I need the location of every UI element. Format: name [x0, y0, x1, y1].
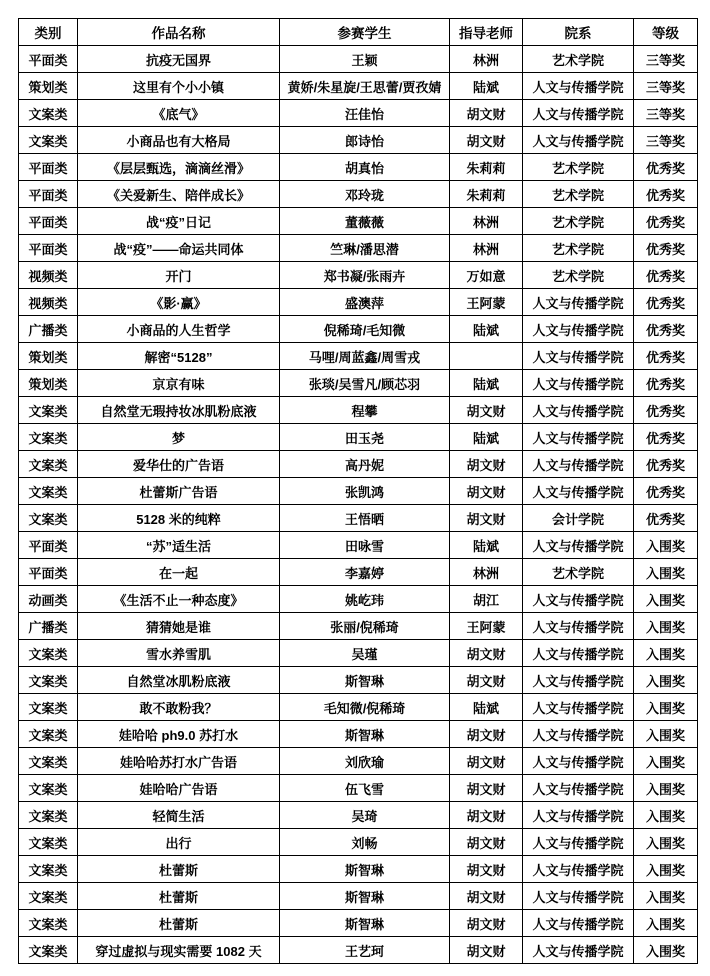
cell-title: 雪水养雪肌 — [78, 640, 280, 667]
cell-award: 入围奖 — [634, 640, 698, 667]
cell-teacher: 朱莉莉 — [450, 181, 523, 208]
cell-teacher: 胡文财 — [450, 127, 523, 154]
cell-students: 刘畅 — [280, 829, 450, 856]
cell-award: 入围奖 — [634, 856, 698, 883]
cell-teacher: 胡文财 — [450, 478, 523, 505]
header-row — [19, 19, 698, 46]
table-row — [19, 154, 698, 181]
table-row — [19, 478, 698, 505]
cell-teacher: 陆斌 — [450, 73, 523, 100]
cell-award: 优秀奖 — [634, 451, 698, 478]
table-row — [19, 316, 698, 343]
cell-teacher: 胡文财 — [450, 640, 523, 667]
cell-teacher: 陆斌 — [450, 694, 523, 721]
cell-award: 优秀奖 — [634, 262, 698, 289]
cell-department: 人文与传播学院 — [523, 127, 634, 154]
cell-category: 文案类 — [19, 802, 78, 829]
cell-teacher: 林洲 — [450, 559, 523, 586]
cell-students: 郎诗怡 — [280, 127, 450, 154]
cell-award: 入围奖 — [634, 721, 698, 748]
cell-department: 人文与传播学院 — [523, 73, 634, 100]
cell-students: 吴琦 — [280, 802, 450, 829]
table-row — [19, 829, 698, 856]
table-body — [19, 46, 698, 964]
cell-award: 优秀奖 — [634, 505, 698, 532]
cell-teacher: 胡文财 — [450, 505, 523, 532]
cell-category: 广播类 — [19, 613, 78, 640]
cell-department: 人文与传播学院 — [523, 937, 634, 964]
cell-award: 优秀奖 — [634, 289, 698, 316]
cell-students: 李嘉婷 — [280, 559, 450, 586]
table-row — [19, 46, 698, 73]
cell-students: 田玉尧 — [280, 424, 450, 451]
cell-category: 文案类 — [19, 424, 78, 451]
cell-department: 人文与传播学院 — [523, 316, 634, 343]
cell-department: 艺术学院 — [523, 235, 634, 262]
cell-department: 人文与传播学院 — [523, 343, 634, 370]
cell-title: 猜猜她是谁 — [78, 613, 280, 640]
cell-title: 敢不敢粉我？ — [78, 694, 280, 721]
table-row — [19, 775, 698, 802]
cell-award: 优秀奖 — [634, 235, 698, 262]
cell-department: 人文与传播学院 — [523, 397, 634, 424]
cell-students: 田咏雪 — [280, 532, 450, 559]
table-row — [19, 505, 698, 532]
cell-teacher: 林洲 — [450, 235, 523, 262]
cell-category: 视频类 — [19, 289, 78, 316]
cell-teacher: 胡文财 — [450, 721, 523, 748]
cell-title: 《影·赢》 — [78, 289, 280, 316]
table-row — [19, 937, 698, 964]
cell-department: 艺术学院 — [523, 181, 634, 208]
cell-award: 优秀奖 — [634, 478, 698, 505]
cell-title: 小商品的人生哲学 — [78, 316, 280, 343]
cell-award: 优秀奖 — [634, 343, 698, 370]
cell-category: 文案类 — [19, 937, 78, 964]
cell-title: 娃哈哈广告语 — [78, 775, 280, 802]
cell-students: 郑书凝/张雨卉 — [280, 262, 450, 289]
cell-department: 人文与传播学院 — [523, 613, 634, 640]
cell-department: 人文与传播学院 — [523, 289, 634, 316]
cell-category: 动画类 — [19, 586, 78, 613]
table-row — [19, 640, 698, 667]
cell-teacher: 胡江 — [450, 586, 523, 613]
table-row — [19, 613, 698, 640]
cell-students: 王艺珂 — [280, 937, 450, 964]
cell-title: 在一起 — [78, 559, 280, 586]
cell-category: 平面类 — [19, 559, 78, 586]
cell-students: 张琰/吴雪凡/顾芯羽 — [280, 370, 450, 397]
cell-title: 轻简生活 — [78, 802, 280, 829]
cell-title: 解密“5128” — [78, 343, 280, 370]
table-row — [19, 235, 698, 262]
cell-students: 斯智琳 — [280, 721, 450, 748]
cell-award: 入围奖 — [634, 775, 698, 802]
cell-teacher: 林洲 — [450, 208, 523, 235]
cell-category: 文案类 — [19, 856, 78, 883]
cell-category: 平面类 — [19, 46, 78, 73]
table-row — [19, 397, 698, 424]
column-header-teacher: 指导老师 — [450, 19, 523, 46]
cell-category: 文案类 — [19, 505, 78, 532]
cell-category: 文案类 — [19, 748, 78, 775]
cell-category: 文案类 — [19, 451, 78, 478]
table-row — [19, 748, 698, 775]
cell-title: 5128 米的纯粹 — [78, 505, 280, 532]
table-row — [19, 721, 698, 748]
table-row — [19, 100, 698, 127]
cell-teacher: 胡文财 — [450, 802, 523, 829]
cell-category: 平面类 — [19, 208, 78, 235]
cell-award: 入围奖 — [634, 559, 698, 586]
cell-department: 艺术学院 — [523, 154, 634, 181]
cell-award: 入围奖 — [634, 667, 698, 694]
cell-category: 平面类 — [19, 154, 78, 181]
cell-award: 优秀奖 — [634, 370, 698, 397]
cell-category: 策划类 — [19, 343, 78, 370]
table-row — [19, 856, 698, 883]
cell-award: 入围奖 — [634, 613, 698, 640]
table-row — [19, 289, 698, 316]
cell-department: 人文与传播学院 — [523, 640, 634, 667]
cell-title: 抗疫无国界 — [78, 46, 280, 73]
cell-students: 张丽/倪稀琦 — [280, 613, 450, 640]
cell-title: 小商品也有大格局 — [78, 127, 280, 154]
cell-teacher: 胡文财 — [450, 667, 523, 694]
cell-award: 三等奖 — [634, 46, 698, 73]
cell-students: 姚屹玮 — [280, 586, 450, 613]
cell-category: 策划类 — [19, 73, 78, 100]
column-header-students: 参赛学生 — [280, 19, 450, 46]
cell-category: 广播类 — [19, 316, 78, 343]
cell-department: 人文与传播学院 — [523, 451, 634, 478]
cell-department: 人文与传播学院 — [523, 478, 634, 505]
cell-category: 文案类 — [19, 397, 78, 424]
cell-title: 《生活不止一种态度》 — [78, 586, 280, 613]
cell-department: 人文与传播学院 — [523, 694, 634, 721]
table-row — [19, 424, 698, 451]
cell-teacher: 陆斌 — [450, 532, 523, 559]
cell-department: 会计学院 — [523, 505, 634, 532]
table-row — [19, 910, 698, 937]
cell-category: 平面类 — [19, 532, 78, 559]
cell-award: 入围奖 — [634, 802, 698, 829]
cell-department: 人文与传播学院 — [523, 775, 634, 802]
cell-students: 王颖 — [280, 46, 450, 73]
cell-students: 程攀 — [280, 397, 450, 424]
cell-department: 艺术学院 — [523, 46, 634, 73]
cell-students: 竺琳/潘思潜 — [280, 235, 450, 262]
cell-students: 斯智琳 — [280, 910, 450, 937]
cell-title: 梦 — [78, 424, 280, 451]
cell-award: 优秀奖 — [634, 424, 698, 451]
cell-teacher: 胡文财 — [450, 910, 523, 937]
cell-department: 人文与传播学院 — [523, 829, 634, 856]
cell-teacher: 胡文财 — [450, 829, 523, 856]
cell-students: 邓玲珑 — [280, 181, 450, 208]
cell-category: 平面类 — [19, 235, 78, 262]
cell-students: 高丹妮 — [280, 451, 450, 478]
cell-title: 战“疫”——命运共同体 — [78, 235, 280, 262]
cell-award: 优秀奖 — [634, 397, 698, 424]
table-row — [19, 451, 698, 478]
cell-title: 自然堂冰肌粉底液 — [78, 667, 280, 694]
cell-category: 文案类 — [19, 694, 78, 721]
cell-title: 开门 — [78, 262, 280, 289]
cell-department: 人文与传播学院 — [523, 721, 634, 748]
cell-title: 杜蕾斯 — [78, 856, 280, 883]
cell-teacher: 胡文财 — [450, 883, 523, 910]
cell-award: 入围奖 — [634, 694, 698, 721]
cell-award: 入围奖 — [634, 829, 698, 856]
table-row — [19, 802, 698, 829]
cell-students: 马哩/周蓝鑫/周雪戎 — [280, 343, 450, 370]
cell-award: 三等奖 — [634, 127, 698, 154]
cell-category: 策划类 — [19, 370, 78, 397]
cell-teacher: 万如意 — [450, 262, 523, 289]
cell-department: 人文与传播学院 — [523, 532, 634, 559]
cell-award: 入围奖 — [634, 883, 698, 910]
cell-students: 董薇薇 — [280, 208, 450, 235]
cell-students: 吴瑾 — [280, 640, 450, 667]
cell-department: 人文与传播学院 — [523, 748, 634, 775]
cell-students: 斯智琳 — [280, 667, 450, 694]
table-row — [19, 343, 698, 370]
cell-title: 京京有味 — [78, 370, 280, 397]
cell-teacher: 陆斌 — [450, 370, 523, 397]
cell-award: 优秀奖 — [634, 208, 698, 235]
cell-category: 文案类 — [19, 667, 78, 694]
cell-award: 入围奖 — [634, 937, 698, 964]
cell-title: 《关爱新生、陪伴成长》 — [78, 181, 280, 208]
cell-department: 人文与传播学院 — [523, 586, 634, 613]
cell-category: 文案类 — [19, 640, 78, 667]
cell-department: 艺术学院 — [523, 262, 634, 289]
cell-category: 平面类 — [19, 181, 78, 208]
cell-teacher: 胡文财 — [450, 775, 523, 802]
cell-students: 汪佳怡 — [280, 100, 450, 127]
cell-department: 人文与传播学院 — [523, 424, 634, 451]
cell-category: 文案类 — [19, 721, 78, 748]
cell-award: 入围奖 — [634, 748, 698, 775]
cell-title: 穿过虚拟与现实需要 1082 天 — [78, 937, 280, 964]
cell-title: 娃哈哈苏打水广告语 — [78, 748, 280, 775]
cell-award: 入围奖 — [634, 532, 698, 559]
cell-category: 文案类 — [19, 883, 78, 910]
cell-students: 斯智琳 — [280, 856, 450, 883]
cell-department: 人文与传播学院 — [523, 100, 634, 127]
cell-award: 三等奖 — [634, 73, 698, 100]
table-row — [19, 559, 698, 586]
table-row — [19, 532, 698, 559]
awards-table — [18, 18, 698, 964]
cell-teacher: 王阿蒙 — [450, 613, 523, 640]
cell-students: 胡真怡 — [280, 154, 450, 181]
cell-award: 优秀奖 — [634, 154, 698, 181]
cell-department: 艺术学院 — [523, 559, 634, 586]
cell-students: 黄娇/朱星旋/王思蕾/贾孜婧 — [280, 73, 450, 100]
cell-teacher: 陆斌 — [450, 316, 523, 343]
cell-teacher: 胡文财 — [450, 856, 523, 883]
cell-department: 艺术学院 — [523, 208, 634, 235]
table-row — [19, 127, 698, 154]
cell-category: 文案类 — [19, 127, 78, 154]
cell-department: 人文与传播学院 — [523, 856, 634, 883]
cell-title: 战“疫”日记 — [78, 208, 280, 235]
table-row — [19, 262, 698, 289]
table-row — [19, 181, 698, 208]
cell-title: 娃哈哈 ph9.0 苏打水 — [78, 721, 280, 748]
cell-title: 《底气》 — [78, 100, 280, 127]
table-row — [19, 586, 698, 613]
cell-title: “苏”适生活 — [78, 532, 280, 559]
cell-students: 张凯鸿 — [280, 478, 450, 505]
cell-title: 出行 — [78, 829, 280, 856]
cell-title: 杜蕾斯广告语 — [78, 478, 280, 505]
cell-category: 文案类 — [19, 829, 78, 856]
cell-category: 视频类 — [19, 262, 78, 289]
cell-title: 杜蕾斯 — [78, 883, 280, 910]
table-row — [19, 73, 698, 100]
cell-students: 倪稀琦/毛知微 — [280, 316, 450, 343]
cell-department: 人文与传播学院 — [523, 883, 634, 910]
cell-category: 文案类 — [19, 775, 78, 802]
cell-teacher: 胡文财 — [450, 397, 523, 424]
cell-teacher: 胡文财 — [450, 748, 523, 775]
table-row — [19, 667, 698, 694]
cell-department: 人文与传播学院 — [523, 370, 634, 397]
cell-teacher: 朱莉莉 — [450, 154, 523, 181]
cell-award: 三等奖 — [634, 100, 698, 127]
column-header-award: 等级 — [634, 19, 698, 46]
cell-students: 斯智琳 — [280, 883, 450, 910]
cell-teacher — [450, 343, 523, 370]
table-row — [19, 370, 698, 397]
table-row — [19, 883, 698, 910]
column-header-department: 院系 — [523, 19, 634, 46]
column-header-category: 类别 — [19, 19, 78, 46]
cell-students: 盛澳萍 — [280, 289, 450, 316]
cell-department: 人文与传播学院 — [523, 910, 634, 937]
cell-teacher: 王阿蒙 — [450, 289, 523, 316]
cell-title: 《层层甄选，滴滴丝滑》 — [78, 154, 280, 181]
cell-award: 入围奖 — [634, 586, 698, 613]
cell-students: 王悟晒 — [280, 505, 450, 532]
cell-students: 毛知微/倪稀琦 — [280, 694, 450, 721]
cell-teacher: 胡文财 — [450, 451, 523, 478]
cell-teacher: 陆斌 — [450, 424, 523, 451]
cell-award: 入围奖 — [634, 910, 698, 937]
cell-department: 人文与传播学院 — [523, 802, 634, 829]
cell-award: 优秀奖 — [634, 316, 698, 343]
cell-title: 杜蕾斯 — [78, 910, 280, 937]
cell-department: 人文与传播学院 — [523, 667, 634, 694]
cell-title: 爱华仕的广告语 — [78, 451, 280, 478]
cell-teacher: 胡文财 — [450, 100, 523, 127]
cell-title: 这里有个小小镇 — [78, 73, 280, 100]
cell-category: 文案类 — [19, 478, 78, 505]
cell-category: 文案类 — [19, 100, 78, 127]
cell-category: 文案类 — [19, 910, 78, 937]
cell-title: 自然堂无瑕持妆冰肌粉底液 — [78, 397, 280, 424]
cell-teacher: 林洲 — [450, 46, 523, 73]
cell-students: 刘欣瑜 — [280, 748, 450, 775]
table-row — [19, 208, 698, 235]
table-row — [19, 694, 698, 721]
cell-teacher: 胡文财 — [450, 937, 523, 964]
column-header-title: 作品名称 — [78, 19, 280, 46]
cell-students: 伍飞雪 — [280, 775, 450, 802]
cell-award: 优秀奖 — [634, 181, 698, 208]
